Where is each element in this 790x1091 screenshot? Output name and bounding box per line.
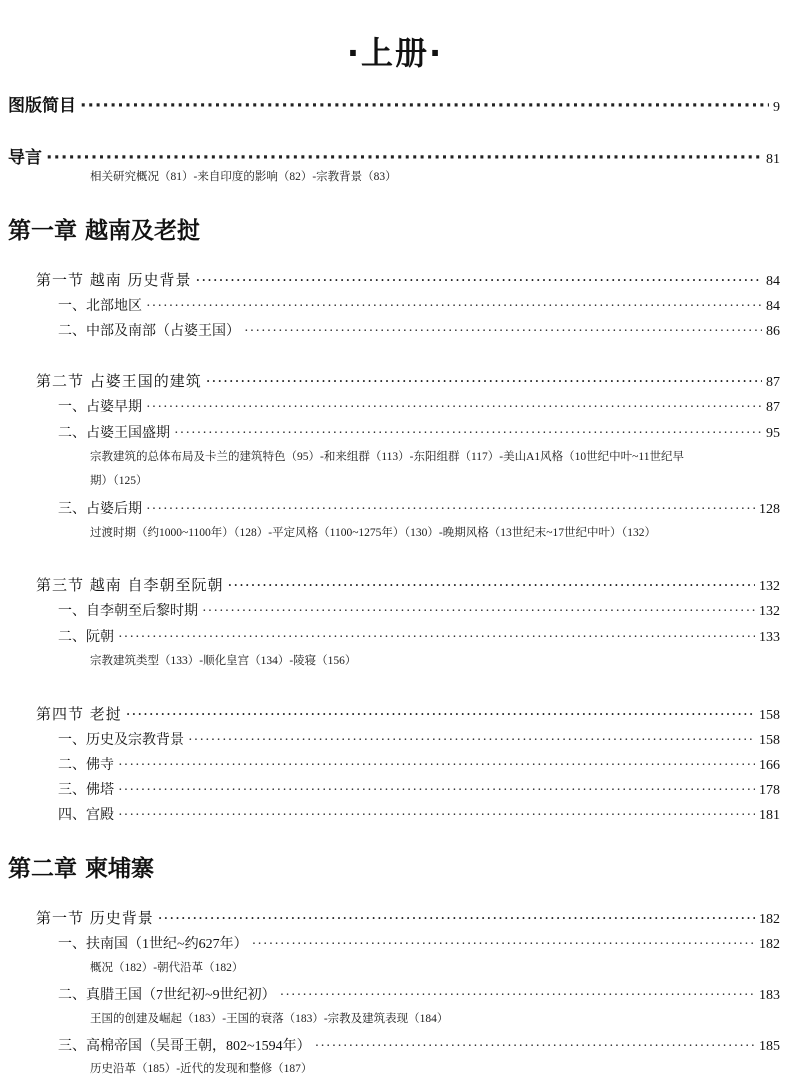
entry-subtopics: 过渡时期（约1000~1100年）（128）-平定风格（1100~1275年）（130）-晚期风格（13世纪末~17世纪中叶）（132） [90,527,656,539]
leader-dots [280,988,755,1004]
entry-subtopics: 相关研究概况（81）-来自印度的影响（82）-宗教背景（83） [90,171,397,183]
entry-page: 87 [766,375,780,390]
toc-entry-plates[interactable] [8,91,780,116]
item-title: 四、宫殿 [58,808,114,823]
leader-dots [206,372,762,390]
entry-page: 133 [759,630,780,645]
toc-item[interactable] [58,626,780,646]
toc-item[interactable] [58,320,780,340]
entry-subtopics: 宗教建筑类型（133）-顺化皇宫（134）-陵寝（156） [90,655,357,667]
item-title: 二、占婆王国盛期 [58,426,170,441]
leader-dots [46,148,762,168]
entry-subtopics: 期）（125） [90,475,148,487]
entry-title: 导言 [8,148,42,168]
toc-item[interactable] [58,804,780,824]
item-title: 二、阮朝 [58,630,114,645]
chapter-title[interactable]: 第一章 越南及老挝 [8,218,201,244]
leader-dots [196,271,762,289]
toc-item[interactable] [58,1035,780,1055]
section-title: 第一节 历史背景 [36,909,154,927]
leader-dots [252,937,755,953]
section-title: 第一节 越南 历史背景 [36,271,192,289]
toc-item[interactable] [58,779,780,799]
toc-item[interactable] [58,498,780,518]
leader-dots [118,783,755,799]
item-title: 三、高棉帝国（吴哥王朝，802~1594年） [58,1039,311,1054]
item-title: 一、历史及宗教背景 [58,733,184,748]
entry-page: 132 [759,604,780,619]
entry-page: 183 [759,988,780,1003]
entry-title: 图版简目 [8,96,76,116]
entry-subtopics: 宗教建筑的总体布局及卡兰的建筑特色（95）-和来组群（113）-东阳组群（117）-美山A1风格（10世纪中叶~11世纪早 [90,451,684,463]
leader-dots [80,96,769,116]
toc-item[interactable] [58,295,780,315]
leader-dots [118,630,755,646]
toc-section[interactable] [36,370,780,391]
toc-item[interactable] [58,396,780,416]
leader-dots [118,758,755,774]
entry-page: 178 [759,783,780,798]
item-title: 三、佛塔 [58,783,114,798]
toc-item[interactable] [58,984,780,1004]
item-title: 一、占婆早期 [58,400,142,415]
entry-page: 182 [759,912,780,927]
leader-dots [315,1039,755,1055]
section-title: 第四节 老挝 [36,705,122,723]
section-title: 第三节 越南 自李朝至阮朝 [36,576,224,594]
item-title: 三、占婆后期 [58,502,142,517]
entry-page: 86 [766,324,780,339]
leader-dots [146,502,755,518]
toc-entry-introduction[interactable] [8,143,780,168]
item-title: 一、扶南国（1世纪~约627年） [58,937,248,952]
leader-dots [146,400,762,416]
leader-dots [146,299,762,315]
entry-subtopics: 王国的创建及崛起（183）-王国的衰落（183）-宗教及建筑表现（184） [90,1013,449,1025]
toc-section[interactable] [36,907,780,928]
entry-page: 95 [766,426,780,441]
entry-page: 9 [773,100,780,115]
chapter-title[interactable]: 第二章 柬埔寨 [8,856,155,882]
section-title: 第二节 占婆王国的建筑 [36,372,202,390]
leader-dots [188,733,755,749]
leader-dots [174,426,762,442]
entry-page: 84 [766,274,780,289]
toc-item[interactable] [58,729,780,749]
entry-subtopics: 历史沿革（185）-近代的发现和整修（187） [90,1063,313,1075]
entry-page: 181 [759,808,780,823]
entry-page: 158 [759,733,780,748]
item-title: 一、自李朝至后黎时期 [58,604,198,619]
toc-item[interactable] [58,754,780,774]
item-title: 一、北部地区 [58,299,142,314]
leader-dots [158,909,755,927]
leader-dots [202,604,755,620]
entry-page: 182 [759,937,780,952]
toc-section[interactable] [36,269,780,290]
item-title: 二、中部及南部（占婆王国） [58,324,240,339]
entry-page: 166 [759,758,780,773]
toc-section[interactable] [36,703,780,724]
leader-dots [118,808,755,824]
item-title: 二、佛寺 [58,758,114,773]
toc-item[interactable] [58,422,780,442]
entry-page: 87 [766,400,780,415]
entry-page: 185 [759,1039,780,1054]
leader-dots [126,705,755,723]
leader-dots [228,576,755,594]
entry-subtopics: 概况（182）-朝代沿革（182） [90,962,244,974]
entry-page: 84 [766,299,780,314]
leader-dots [244,324,762,340]
entry-page: 81 [766,152,780,167]
entry-page: 132 [759,579,780,594]
entry-page: 128 [759,502,780,517]
item-title: 二、真腊王国（7世纪初~9世纪初） [58,988,276,1003]
volume-title: ·上册· [346,34,444,72]
toc-item[interactable] [58,933,780,953]
entry-page: 158 [759,708,780,723]
toc-item[interactable] [58,600,780,620]
toc-section[interactable] [36,574,780,595]
